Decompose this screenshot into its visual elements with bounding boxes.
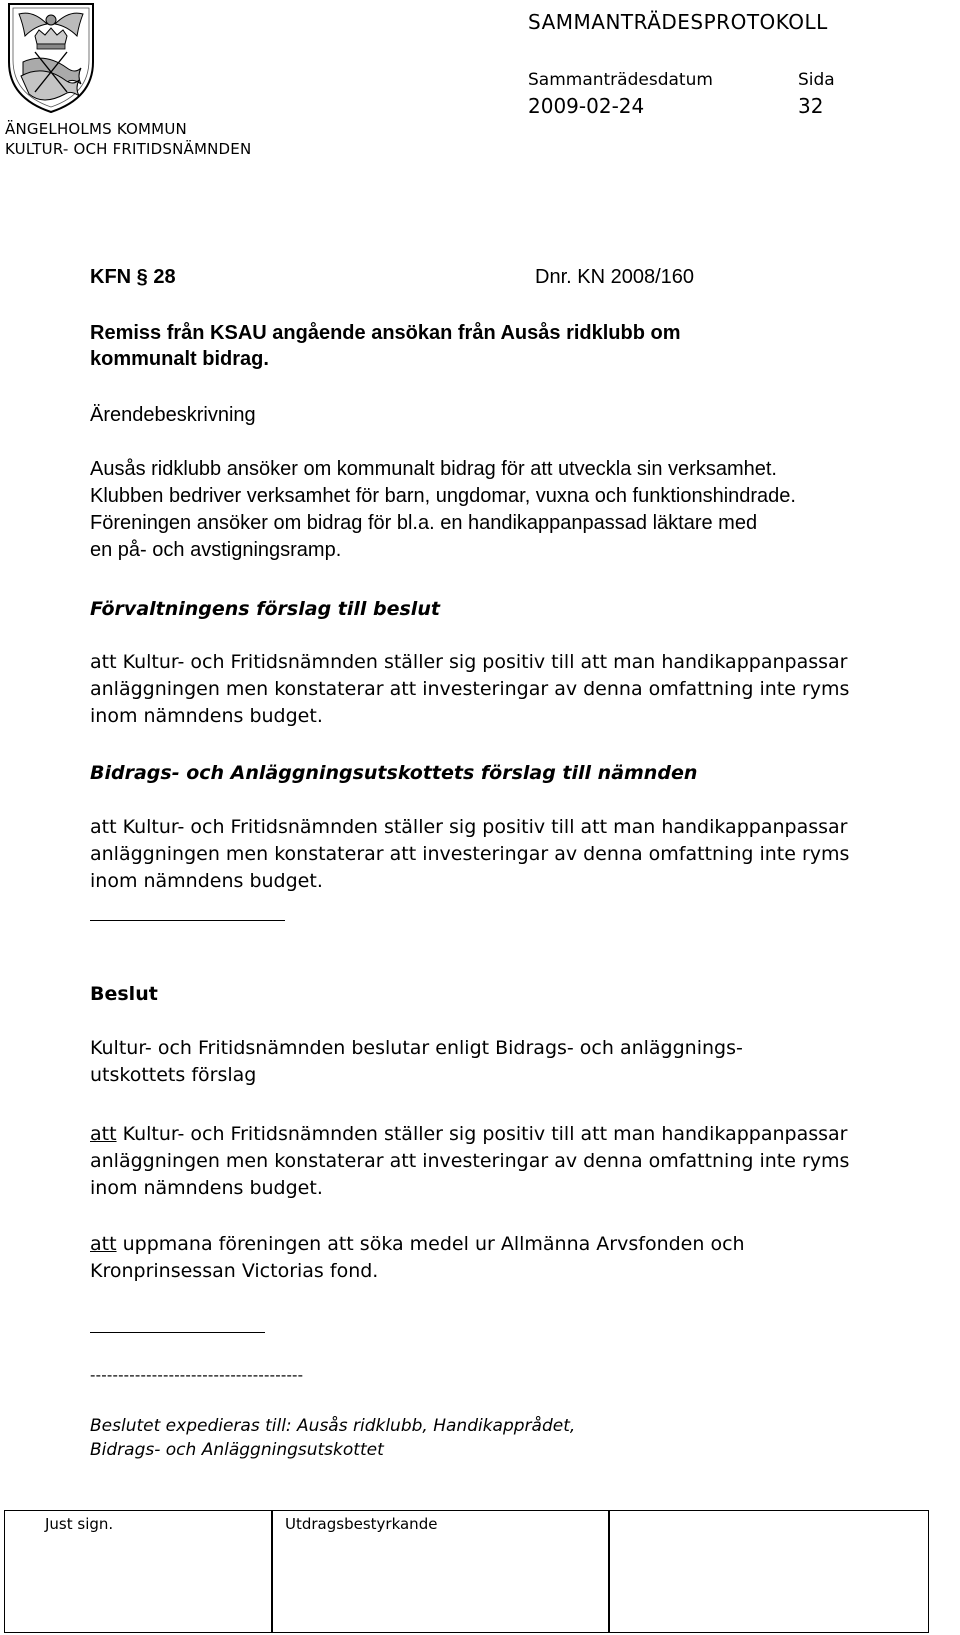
admin-proposal-line: att Kultur- och Fritidsnämnden ställer sig positiv till att man handikappanpassar	[90, 651, 848, 673]
case-title-line-1: Remiss från KSAU angående ansökan från Ausås ridklubb om	[90, 322, 681, 344]
description-heading: Ärendebeskrivning	[90, 404, 256, 426]
admin-proposal-paragraph	[90, 649, 849, 730]
decision-intro	[90, 1035, 743, 1089]
decision-clause-2-line: Kronprinsessan Victorias fond.	[90, 1260, 379, 1282]
att-keyword: att	[90, 1123, 117, 1145]
description-line: Föreningen ansöker om bidrag för bl.a. en handikappanpassad läktare med	[90, 512, 758, 534]
separator-line	[90, 1332, 265, 1333]
just-sign-label: Just sign.	[45, 1515, 114, 1533]
distribution-line: Beslutet expedieras till: Ausås ridklubb, Handikapprådet,	[90, 1416, 576, 1436]
description-line: Klubben bedriver verksamhet för barn, ungdomar, vuxna och funktionshindrade.	[90, 485, 796, 507]
distribution-line: Bidrags- och Anläggningsutskottet	[90, 1440, 384, 1460]
certifier-label: Utdragsbestyrkande	[285, 1515, 438, 1533]
decision-intro-line: Kultur- och Fritidsnämnden beslutar enligt Bidrags- och anläggnings-	[90, 1037, 743, 1059]
document-type: SAMMANTRÄDESPROTOKOLL	[528, 10, 828, 34]
committee-proposal-paragraph	[90, 814, 849, 895]
separator-line	[90, 920, 285, 921]
committee-proposal-heading: Bidrags- och Anläggningsutskottets förslag till nämnden	[90, 762, 698, 784]
table-divider	[608, 1511, 610, 1632]
meeting-date-value: 2009-02-24	[528, 94, 645, 118]
description-line: en på- och avstigningsramp.	[90, 539, 342, 561]
municipality-name: ÄNGELHOLMS KOMMUN	[5, 120, 187, 138]
page-number: 32	[798, 94, 824, 118]
admin-proposal-line: inom nämndens budget.	[90, 705, 323, 727]
description-paragraph	[90, 456, 796, 564]
distribution-note	[90, 1414, 575, 1462]
admin-proposal-line: anläggningen men konstaterar att investeringar av denna omfattning inte ryms	[90, 678, 850, 700]
table-divider	[271, 1511, 273, 1632]
dash-separator: --------------------------------------	[90, 1366, 304, 1384]
decision-clause-2	[90, 1231, 745, 1285]
committee-proposal-line: anläggningen men konstaterar att investeringar av denna omfattning inte ryms	[90, 843, 850, 865]
committee-proposal-line: inom nämndens budget.	[90, 870, 323, 892]
case-number: KFN § 28	[90, 266, 176, 288]
case-dnr: Dnr. KN 2008/160	[535, 266, 694, 288]
decision-clause-1-line: inom nämndens budget.	[90, 1177, 323, 1199]
description-line: Ausås ridklubb ansöker om kommunalt bidrag för att utveckla sin verksamhet.	[90, 458, 777, 480]
municipal-crest-logo	[5, 2, 97, 114]
board-name: KULTUR- OCH FRITIDSNÄMNDEN	[5, 140, 252, 158]
committee-proposal-line: att Kultur- och Fritidsnämnden ställer sig positiv till att man handikappanpassar	[90, 816, 848, 838]
meeting-date-label: Sammanträdesdatum	[528, 70, 713, 90]
decision-clause-2-text: uppmana föreningen att söka medel ur Allmänna Arvsfonden och	[116, 1233, 745, 1255]
page-label: Sida	[798, 70, 835, 90]
decision-clause-1-first-line	[90, 1121, 849, 1148]
decision-heading: Beslut	[90, 983, 158, 1005]
signature-table	[4, 1510, 929, 1633]
decision-clause-1	[90, 1121, 849, 1202]
decision-clause-1-text: Kultur- och Fritidsnämnden ställer sig positiv till att man handikappanpassar	[116, 1123, 848, 1145]
case-title-line-2: kommunalt bidrag.	[90, 348, 269, 370]
decision-clause-2-first-line	[90, 1231, 745, 1258]
admin-proposal-heading: Förvaltningens förslag till beslut	[90, 598, 440, 620]
decision-intro-line: utskottets förslag	[90, 1064, 257, 1086]
att-keyword: att	[90, 1233, 117, 1255]
decision-clause-1-line: anläggningen men konstaterar att investeringar av denna omfattning inte ryms	[90, 1150, 850, 1172]
